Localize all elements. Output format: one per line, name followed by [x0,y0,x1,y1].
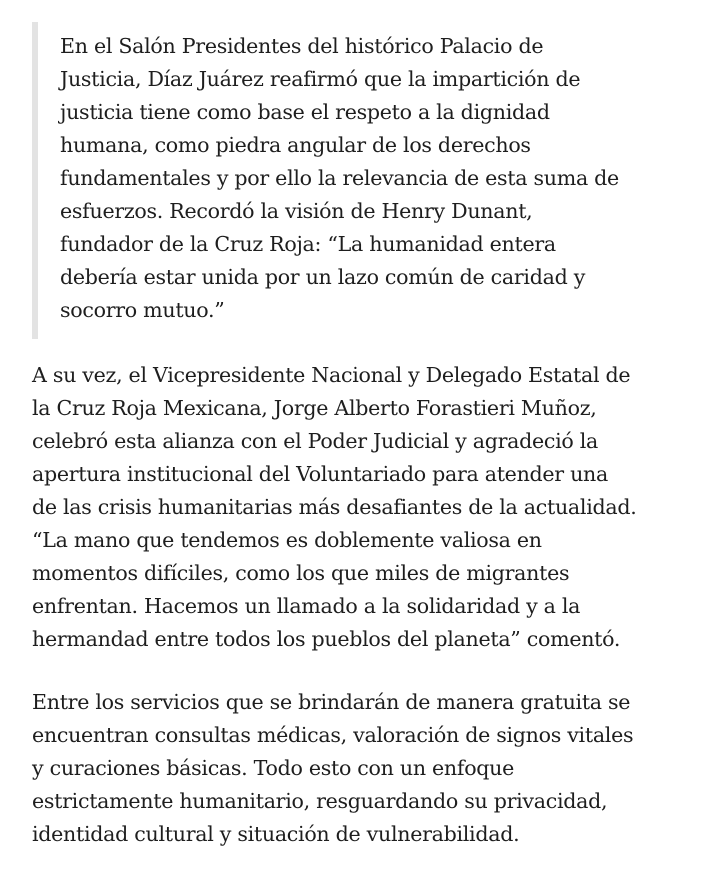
paragraph-line: de las crisis humanitarias más desafiantes de la actualidad. [32,495,637,519]
paragraph-line: la Cruz Roja Mexicana, Jorge Alberto Forastieri Muñoz, [32,396,597,420]
article-body [32,22,722,881]
paragraph-line: enfrentan. Hacemos un llamado a la solidaridad y a la [32,594,581,618]
blockquote-line: esfuerzos. Recordó la visión de Henry Dunant, [60,199,533,223]
paragraph-line: momentos difíciles, como los que miles de migrantes [32,561,570,585]
paragraph-line: estrictamente humanitario, resguardando su privacidad, [32,789,608,813]
paragraph-line: Entre los servicios que se brindarán de manera gratuita se [32,690,631,714]
paragraph-line: A su vez, el Vicepresidente Nacional y Delegado Estatal de [32,363,631,387]
blockquote-line: fundamentales y por ello la relevancia de esta suma de [60,166,619,190]
blockquote-line: debería estar unida por un lazo común de caridad y [60,265,586,289]
paragraph-line: “La mano que tendemos es doblemente valiosa en [32,528,542,552]
paragraph-line: encuentran consultas médicas, valoración de signos vitales [32,723,634,747]
blockquote-line: fundador de la Cruz Roja: “La humanidad entera [60,232,556,256]
blockquote-line: justicia tiene como base el respeto a la dignidad [60,100,550,124]
paragraph-line: y curaciones básicas. Todo esto con un enfoque [32,756,515,780]
paragraph-servicios [32,686,722,851]
paragraph-line: celebró esta alianza con el Poder Judicial y agradeció la [32,429,599,453]
paragraph-line: hermandad entre todos los pueblos del planeta” comentó. [32,627,621,651]
blockquote [32,22,722,339]
blockquote-line: Justicia, Díaz Juárez reafirmó que la impartición de [60,67,581,91]
paragraph-line: identidad cultural y situación de vulnerabilidad. [32,822,520,846]
blockquote-line: humana, como piedra angular de los derechos [60,133,531,157]
paragraph-vicepresidente [32,359,722,656]
blockquote-line: En el Salón Presidentes del histórico Palacio de [60,34,544,58]
paragraph-line: apertura institucional del Voluntariado para atender una [32,462,608,486]
blockquote-line: socorro mutuo.” [60,298,225,322]
blockquote-text [60,30,722,327]
